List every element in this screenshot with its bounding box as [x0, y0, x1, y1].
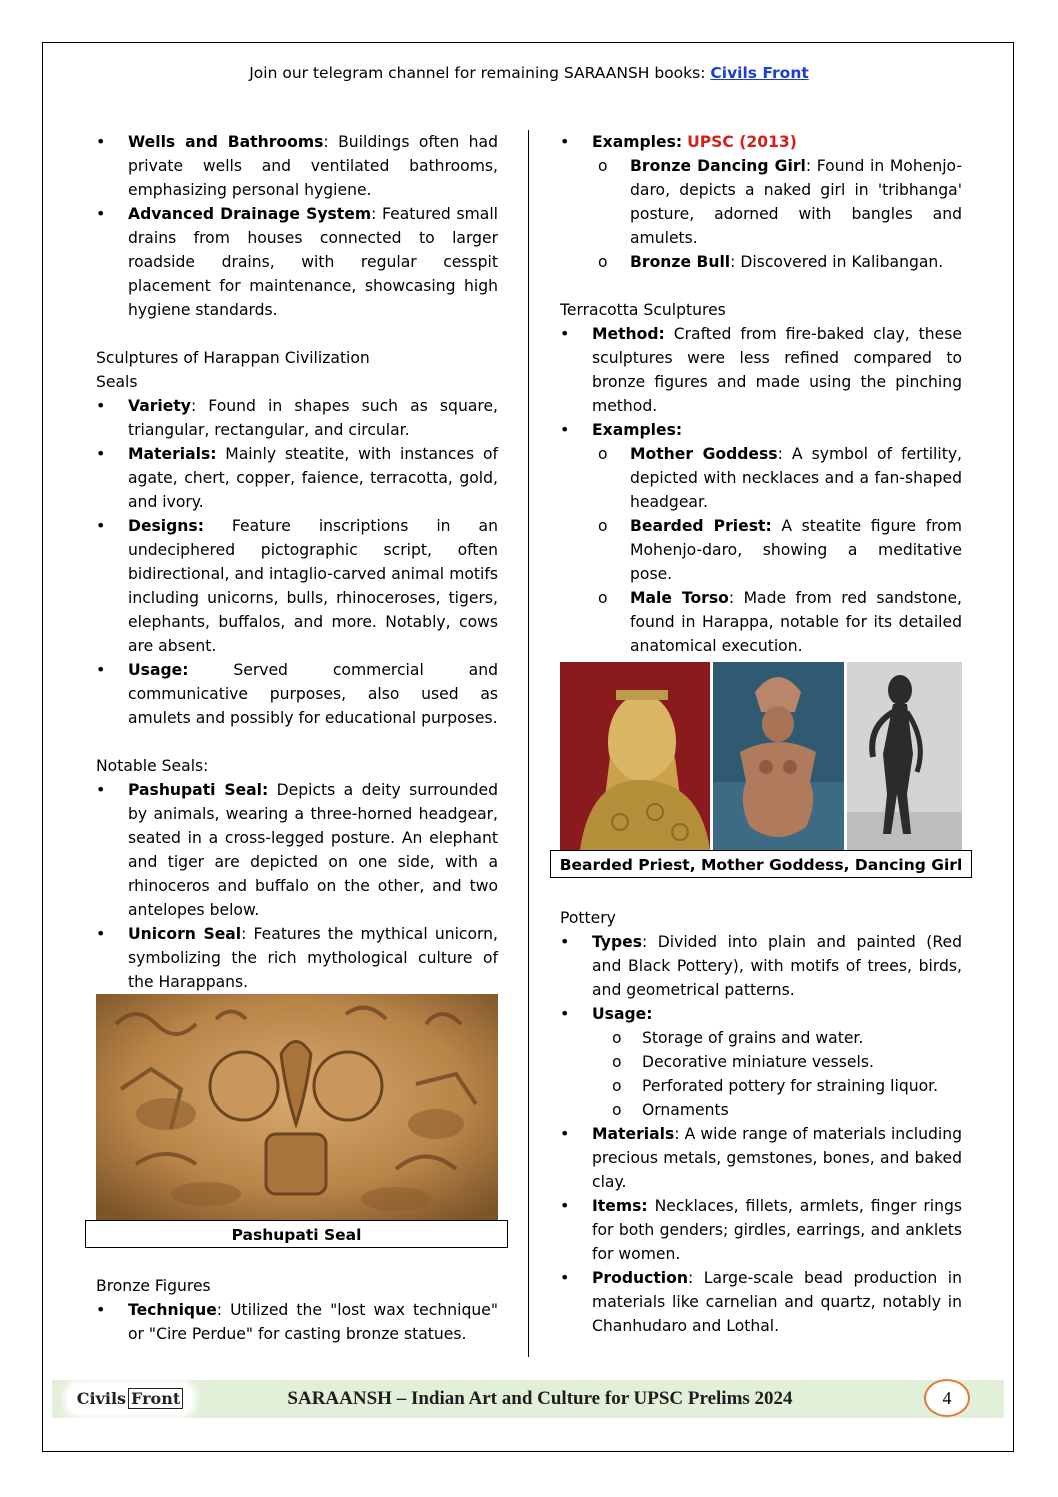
mother-goddess-image [713, 662, 844, 850]
bullet-seal-designs: • Designs: Feature inscriptions in an undeciphered pictographic script, often bidirectional, and intaglio-carved animal motifs including unicorns, bulls, rhinoceroses, tigers, elephants, buffalos, and more. Notably, cows are absent. [96, 514, 498, 658]
right-column [560, 130, 962, 1338]
sub-mother-goddess: o Mother Goddess: A symbol of fertility, depicted with necklaces and a fan-shaped headgear. [560, 442, 962, 514]
bullet-bronze-technique: • Technique: Utilized the "lost wax technique" or "Cire Perdue" for casting bronze statues. [96, 1298, 498, 1346]
civils-front-link[interactable]: Civils Front [710, 64, 809, 82]
bullet-pottery-usage: • Usage: [560, 1002, 962, 1026]
bearded-priest-image [560, 662, 710, 850]
sculpture-images [560, 662, 962, 850]
sub-usage-ornaments: o Ornaments [560, 1098, 962, 1122]
sub-usage-vessels: o Decorative miniature vessels. [560, 1050, 962, 1074]
sub-usage-storage: o Storage of grains and water. [560, 1026, 962, 1050]
bullet-drainage-system: • Advanced Drainage System: Featured small drains from houses connected to larger roadside drains, with regular cesspit placement for maintenance, showcasing high hygiene standards. [96, 202, 498, 322]
sculptures-caption: Bearded Priest, Mother Goddess, Dancing Girl [550, 850, 972, 878]
bullet-terracotta-examples: • Examples: [560, 418, 962, 442]
bullet-seal-variety: • Variety: Found in shapes such as square, triangular, rectangular, and circular. [96, 394, 498, 442]
sub-usage-perforated: o Perforated pottery for straining liquor. [560, 1074, 962, 1098]
notice-text: Join our telegram channel for remaining SARAANSH books: [249, 64, 706, 82]
sculptures-figure [560, 662, 962, 878]
civils-front-logo: Civils Front [68, 1384, 192, 1414]
sub-bronze-dancing-girl: o Bronze Dancing Girl: Found in Mohenjo-daro, depicts a naked girl in 'tribhanga' posture, adorned with bangles and amulets. [560, 154, 962, 250]
bullet-wells-bathrooms: • Wells and Bathrooms: Buildings often had private wells and ventilated bathrooms, emphasizing personal hygiene. [96, 130, 498, 202]
bullet-bronze-examples: • Examples: UPSC (2013) [560, 130, 962, 154]
left-column [96, 130, 498, 1346]
telegram-notice [0, 64, 1058, 82]
bullet-pottery-production: • Production: Large-scale bead production in materials like carnelian and quartz, notably in Chanhudaro and Lothal. [560, 1266, 962, 1338]
bullet-seal-usage: • Usage: Served commercial and communicative purposes, also used as amulets and possibly for educational purposes. [96, 658, 498, 730]
bullet-pottery-materials: • Materials: A wide range of materials including precious metals, gemstones, bones, and baked clay. [560, 1122, 962, 1194]
sculptures-heading: Sculptures of Harappan Civilization [96, 349, 370, 367]
bullet-pashupati-seal: • Pashupati Seal: Depicts a deity surrounded by animals, wearing a three-horned headgear, seated in a cross-legged posture. An elephant and tiger are depicted on one side, with a rhinoceros and buffalo on the other, and two antelopes below. [96, 778, 498, 922]
pashupati-seal-figure [96, 994, 498, 1248]
bullet-unicorn-seal: • Unicorn Seal: Features the mythical unicorn, symbolizing the rich mythological culture of the Harappans. [96, 922, 498, 994]
sub-bearded-priest: o Bearded Priest: A steatite figure from Mohenjo-daro, showing a meditative pose. [560, 514, 962, 586]
bullet-pottery-types: • Types: Divided into plain and painted (Red and Black Pottery), with motifs of trees, birds, and geometrical patterns. [560, 930, 962, 1002]
footer-title: SARAANSH – Indian Art and Culture for UPSC Prelims 2024 [287, 1388, 793, 1409]
sub-male-torso: o Male Torso: Made from red sandstone, found in Harappa, notable for its detailed anatomical execution. [560, 586, 962, 658]
seal-caption: Pashupati Seal [85, 1220, 508, 1248]
bullet-terracotta-method: • Method: Crafted from fire-baked clay, these sculptures were less refined compared to bronze figures and made using the pinching method. [560, 322, 962, 418]
notable-seals-heading: Notable Seals: [96, 757, 209, 775]
pottery-heading: Pottery [560, 909, 616, 927]
seals-heading: Seals [96, 373, 138, 391]
sub-bronze-bull: o Bronze Bull: Discovered in Kalibangan. [560, 250, 962, 274]
dancing-girl-image [847, 662, 962, 850]
page-number: 4 [924, 1379, 970, 1417]
upsc-tag: UPSC (2013) [687, 133, 797, 151]
terracotta-heading: Terracotta Sculptures [560, 301, 726, 319]
bullet-pottery-items: • Items: Necklaces, fillets, armlets, finger rings for both genders; girdles, earrings, and anklets for women. [560, 1194, 962, 1266]
bullet-seal-materials: • Materials: Mainly steatite, with instances of agate, chert, copper, faience, terracotta, gold, and ivory. [96, 442, 498, 514]
column-divider [528, 130, 529, 1357]
pashupati-seal-image [96, 994, 498, 1220]
bronze-figures-heading: Bronze Figures [96, 1277, 211, 1295]
